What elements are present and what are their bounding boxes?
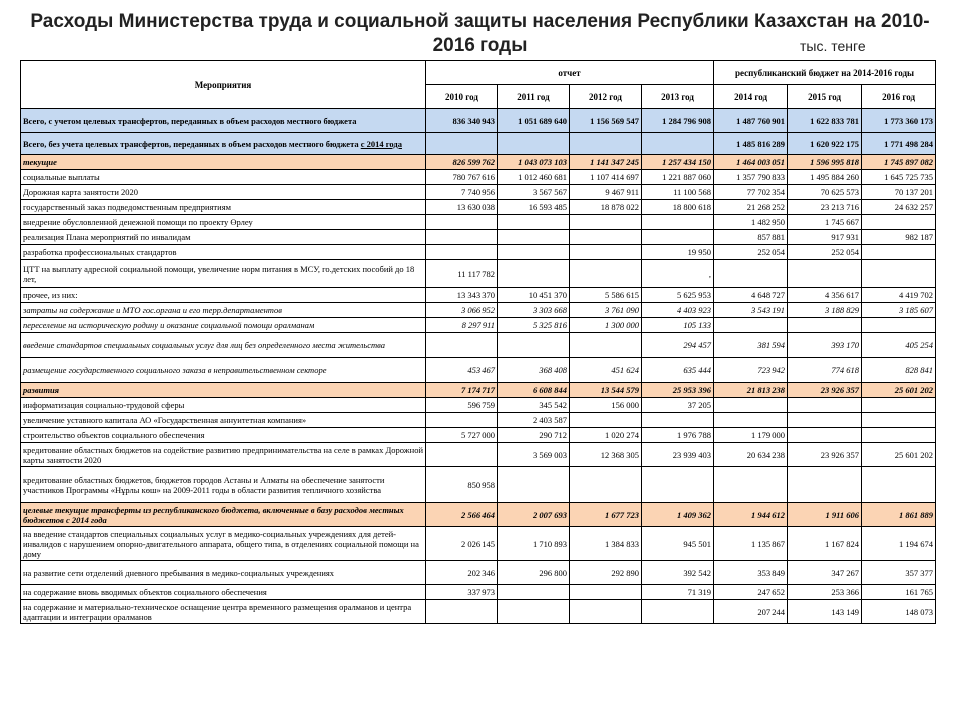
value-cell: 23 926 357: [788, 443, 862, 467]
value-cell: 1 221 887 060: [642, 170, 714, 185]
value-cell: 1 622 833 781: [788, 109, 862, 133]
value-cell: 357 377: [862, 561, 936, 585]
value-cell: 1 710 893: [498, 527, 570, 561]
value-cell: 4 419 702: [862, 288, 936, 303]
value-cell: 1 464 003 051: [714, 155, 788, 170]
value-cell: [570, 245, 642, 260]
value-cell: 836 340 943: [426, 109, 498, 133]
row-label: переселение на историческую родину и оказание социальной помощи оралманам: [21, 318, 426, 333]
year-header: 2015 год: [788, 85, 862, 109]
table-row: [21, 155, 936, 170]
table-row: [21, 428, 936, 443]
value-cell: 25 601 202: [862, 443, 936, 467]
value-cell: 826 599 762: [426, 155, 498, 170]
value-cell: [426, 230, 498, 245]
value-cell: [570, 467, 642, 503]
value-cell: [714, 260, 788, 288]
table-row: [21, 333, 936, 358]
header-budget: республиканский бюджет на 2014-2016 годы: [714, 61, 936, 85]
value-cell: 3 185 607: [862, 303, 936, 318]
value-cell: 1 179 000: [714, 428, 788, 443]
value-cell: [570, 215, 642, 230]
value-cell: 1 156 569 547: [570, 109, 642, 133]
value-cell: 1 020 274: [570, 428, 642, 443]
value-cell: 2 403 587: [498, 413, 570, 428]
value-cell: 2 026 145: [426, 527, 498, 561]
table-row: [21, 585, 936, 600]
year-header: 2016 год: [862, 85, 936, 109]
value-cell: [426, 600, 498, 624]
value-cell: [498, 333, 570, 358]
value-cell: 2 007 693: [498, 503, 570, 527]
value-cell: 13 343 370: [426, 288, 498, 303]
value-cell: 143 149: [788, 600, 862, 624]
value-cell: [498, 585, 570, 600]
header-measures: Мероприятия: [21, 61, 426, 109]
page-title: Расходы Министерства труда и социальной защиты населения Республики Казахстан на 2010-2016 годы: [30, 11, 930, 56]
value-cell: 25 953 396: [642, 383, 714, 398]
value-cell: 1 194 674: [862, 527, 936, 561]
table-row: [21, 600, 936, 624]
table-row: [21, 288, 936, 303]
table-row: [21, 318, 936, 333]
value-cell: [788, 318, 862, 333]
value-cell: 23 926 357: [788, 383, 862, 398]
table-row: [21, 215, 936, 230]
value-cell: 723 942: [714, 358, 788, 383]
value-cell: 20 634 238: [714, 443, 788, 467]
table-row: [21, 527, 936, 561]
value-cell: 5 727 000: [426, 428, 498, 443]
value-cell: [426, 215, 498, 230]
value-cell: 161 765: [862, 585, 936, 600]
row-label: целевые текущие трансферты из республиканского бюджета, включенные в базу расходов местных бюджетов с 2014 года: [21, 503, 426, 527]
value-cell: 13 630 038: [426, 200, 498, 215]
value-cell: [714, 318, 788, 333]
unit-label: тыс. тенге: [800, 38, 866, 54]
value-cell: 1 482 950: [714, 215, 788, 230]
value-cell: [788, 467, 862, 503]
value-cell: 23 939 403: [642, 443, 714, 467]
expenses-table: [20, 60, 936, 624]
value-cell: 21 813 238: [714, 383, 788, 398]
value-cell: 347 267: [788, 561, 862, 585]
value-cell: 368 408: [498, 358, 570, 383]
value-cell: 1 012 460 681: [498, 170, 570, 185]
value-cell: 252 054: [714, 245, 788, 260]
value-cell: [426, 133, 498, 155]
value-cell: 405 254: [862, 333, 936, 358]
value-cell: 253 366: [788, 585, 862, 600]
value-cell: 451 624: [570, 358, 642, 383]
value-cell: 24 632 257: [862, 200, 936, 215]
value-cell: [714, 467, 788, 503]
value-cell: 11 100 568: [642, 185, 714, 200]
value-cell: [498, 467, 570, 503]
value-cell: 296 800: [498, 561, 570, 585]
value-cell: 1 485 816 289: [714, 133, 788, 155]
value-cell: [714, 413, 788, 428]
value-cell: 16 593 485: [498, 200, 570, 215]
value-cell: 1 357 790 833: [714, 170, 788, 185]
value-cell: 1 051 689 640: [498, 109, 570, 133]
value-cell: 4 356 617: [788, 288, 862, 303]
value-cell: 3 761 090: [570, 303, 642, 318]
value-cell: 1 167 824: [788, 527, 862, 561]
row-label: информатизация социально-трудовой сферы: [21, 398, 426, 413]
row-label: внедрение обусловленной денежной помощи по проекту Өрлеу: [21, 215, 426, 230]
value-cell: [862, 398, 936, 413]
value-cell: [498, 600, 570, 624]
value-cell: 1 107 414 697: [570, 170, 642, 185]
value-cell: 3 543 191: [714, 303, 788, 318]
row-label: государственный заказ подведомственным предприятиям: [21, 200, 426, 215]
value-cell: 596 759: [426, 398, 498, 413]
value-cell: [498, 245, 570, 260]
value-cell: [570, 413, 642, 428]
value-cell: 345 542: [498, 398, 570, 413]
value-cell: 1 495 884 260: [788, 170, 862, 185]
row-label: кредитование областных бюджетов на содействие развитию предпринимательства на селе в рамках Дорожной карты занятости 2020: [21, 443, 426, 467]
table-row: [21, 245, 936, 260]
value-cell: 6 608 844: [498, 383, 570, 398]
value-cell: 1 409 362: [642, 503, 714, 527]
table-row: [21, 413, 936, 428]
value-cell: 77 702 354: [714, 185, 788, 200]
row-label: Всего, без учета целевых трансфертов, переданных в объем расходов местного бюджета с 2014 года: [21, 133, 426, 155]
table-row: [21, 260, 936, 288]
value-cell: [862, 215, 936, 230]
row-label: развития: [21, 383, 426, 398]
value-cell: 207 244: [714, 600, 788, 624]
value-cell: [862, 318, 936, 333]
value-cell: 4 648 727: [714, 288, 788, 303]
value-cell: [498, 215, 570, 230]
value-cell: [426, 413, 498, 428]
value-cell: 1 257 434 150: [642, 155, 714, 170]
value-cell: 3 303 668: [498, 303, 570, 318]
value-cell: [788, 428, 862, 443]
value-cell: 1 645 725 735: [862, 170, 936, 185]
value-cell: [498, 230, 570, 245]
value-cell: 1 384 833: [570, 527, 642, 561]
row-label: Дорожная карта занятости 2020: [21, 185, 426, 200]
value-cell: [642, 600, 714, 624]
value-cell: 1 976 788: [642, 428, 714, 443]
value-cell: [498, 133, 570, 155]
value-cell: ,: [642, 260, 714, 288]
value-cell: [862, 260, 936, 288]
value-cell: [498, 260, 570, 288]
row-label: увеличение уставного капитала АО «Государственная аннуитетная компания»: [21, 413, 426, 428]
value-cell: [642, 133, 714, 155]
table-row: [21, 230, 936, 245]
value-cell: [570, 230, 642, 245]
table-row: [21, 443, 936, 467]
value-cell: 453 467: [426, 358, 498, 383]
value-cell: 4 403 923: [642, 303, 714, 318]
value-cell: [426, 245, 498, 260]
value-cell: [862, 428, 936, 443]
year-header: 2011 год: [498, 85, 570, 109]
value-cell: 1 911 606: [788, 503, 862, 527]
row-label: прочее, из них:: [21, 288, 426, 303]
value-cell: 71 319: [642, 585, 714, 600]
value-cell: [788, 398, 862, 413]
value-cell: 156 000: [570, 398, 642, 413]
value-cell: 21 268 252: [714, 200, 788, 215]
row-label: введение стандартов специальных социальных услуг для лиц без определенного места жительства: [21, 333, 426, 358]
table-row: [21, 398, 936, 413]
table-row: [21, 185, 936, 200]
value-cell: 292 890: [570, 561, 642, 585]
value-cell: [642, 467, 714, 503]
row-label: реализация Плана мероприятий по инвалидам: [21, 230, 426, 245]
value-cell: 13 544 579: [570, 383, 642, 398]
table-row: [21, 200, 936, 215]
value-cell: 1 043 073 103: [498, 155, 570, 170]
value-cell: 5 325 816: [498, 318, 570, 333]
value-cell: [570, 260, 642, 288]
value-cell: 7 174 717: [426, 383, 498, 398]
table-row: [21, 561, 936, 585]
value-cell: 70 625 573: [788, 185, 862, 200]
value-cell: 148 073: [862, 600, 936, 624]
value-cell: 1 745 897 082: [862, 155, 936, 170]
value-cell: 774 618: [788, 358, 862, 383]
value-cell: 828 841: [862, 358, 936, 383]
value-cell: 3 188 829: [788, 303, 862, 318]
value-cell: [788, 413, 862, 428]
value-cell: 1 284 796 908: [642, 109, 714, 133]
value-cell: 8 297 911: [426, 318, 498, 333]
table-row: [21, 303, 936, 318]
value-cell: 1 300 000: [570, 318, 642, 333]
row-label: текущие: [21, 155, 426, 170]
value-cell: 857 881: [714, 230, 788, 245]
value-cell: 1 745 667: [788, 215, 862, 230]
value-cell: 850 958: [426, 467, 498, 503]
value-cell: 1 677 723: [570, 503, 642, 527]
row-label: разработка профессиональных стандартов: [21, 245, 426, 260]
row-label: ЦТТ на выплату адресной социальной помощи, увеличение норм питания в МСУ, го.детских пособий до 18 лет,: [21, 260, 426, 288]
value-cell: 5 586 615: [570, 288, 642, 303]
value-cell: 381 594: [714, 333, 788, 358]
value-cell: 18 878 022: [570, 200, 642, 215]
year-header: 2010 год: [426, 85, 498, 109]
row-label: на развитие сети отделений дневного пребывания в медико-социальных учреждениях: [21, 561, 426, 585]
value-cell: 3 567 567: [498, 185, 570, 200]
value-cell: 247 652: [714, 585, 788, 600]
value-cell: 945 501: [642, 527, 714, 561]
value-cell: 19 950: [642, 245, 714, 260]
header-report: отчет: [426, 61, 714, 85]
value-cell: 11 117 782: [426, 260, 498, 288]
row-label: размещение государственного социального заказа в неправительственном секторе: [21, 358, 426, 383]
value-cell: [570, 585, 642, 600]
value-cell: 18 800 618: [642, 200, 714, 215]
value-cell: 1 596 995 818: [788, 155, 862, 170]
table-row: [21, 383, 936, 398]
value-cell: [862, 245, 936, 260]
value-cell: [570, 133, 642, 155]
value-cell: [788, 260, 862, 288]
value-cell: 917 931: [788, 230, 862, 245]
value-cell: 2 566 464: [426, 503, 498, 527]
value-cell: 392 542: [642, 561, 714, 585]
table-row: [21, 503, 936, 527]
value-cell: 1 861 889: [862, 503, 936, 527]
table-row: [21, 358, 936, 383]
year-header: 2014 год: [714, 85, 788, 109]
value-cell: 1 487 760 901: [714, 109, 788, 133]
row-label: строительство объектов социального обеспечения: [21, 428, 426, 443]
value-cell: 70 137 201: [862, 185, 936, 200]
table-row: [21, 467, 936, 503]
value-cell: 1 141 347 245: [570, 155, 642, 170]
value-cell: 353 849: [714, 561, 788, 585]
value-cell: 7 740 956: [426, 185, 498, 200]
value-cell: 105 133: [642, 318, 714, 333]
value-cell: 12 368 305: [570, 443, 642, 467]
value-cell: [862, 413, 936, 428]
value-cell: 3 066 952: [426, 303, 498, 318]
value-cell: 982 187: [862, 230, 936, 245]
value-cell: 10 451 370: [498, 288, 570, 303]
row-label: на введение стандартов специальных социальных услуг в медико-социальных учреждениях для детей-инвалидов с нарушением опорно-двигательного аппарата, общего типа, в отделениях социальной помощи на дому: [21, 527, 426, 561]
value-cell: 3 569 003: [498, 443, 570, 467]
value-cell: 1 944 612: [714, 503, 788, 527]
table-row: [21, 133, 936, 155]
value-cell: 25 601 202: [862, 383, 936, 398]
value-cell: [862, 467, 936, 503]
row-label: затраты на содержание и МТО гос.органа и его терр.департаментов: [21, 303, 426, 318]
value-cell: 37 205: [642, 398, 714, 413]
value-cell: [642, 215, 714, 230]
value-cell: [642, 413, 714, 428]
value-cell: 290 712: [498, 428, 570, 443]
value-cell: 252 054: [788, 245, 862, 260]
value-cell: 1 620 922 175: [788, 133, 862, 155]
value-cell: 780 767 616: [426, 170, 498, 185]
value-cell: 1 771 498 284: [862, 133, 936, 155]
row-label: на содержание вновь вводимых объектов социального обеспечения: [21, 585, 426, 600]
value-cell: [570, 600, 642, 624]
value-cell: 23 213 716: [788, 200, 862, 215]
value-cell: [714, 398, 788, 413]
value-cell: 337 973: [426, 585, 498, 600]
value-cell: [570, 333, 642, 358]
year-header: 2012 год: [570, 85, 642, 109]
value-cell: 9 467 911: [570, 185, 642, 200]
table-row: [21, 109, 936, 133]
value-cell: 294 457: [642, 333, 714, 358]
row-label: Всего, с учетом целевых трансфертов, переданных в объем расходов местного бюджета: [21, 109, 426, 133]
table-row: [21, 170, 936, 185]
row-label: социальные выплаты: [21, 170, 426, 185]
row-label: кредитование областных бюджетов, бюджетов городов Астаны и Алматы на обеспечение занятости участников Программы «Нұрлы көш» на 2009-2011 годы в области развития тепличного хозяйства: [21, 467, 426, 503]
value-cell: 202 346: [426, 561, 498, 585]
value-cell: 1 773 360 173: [862, 109, 936, 133]
value-cell: 635 444: [642, 358, 714, 383]
year-header: 2013 год: [642, 85, 714, 109]
value-cell: 1 135 867: [714, 527, 788, 561]
value-cell: [426, 443, 498, 467]
value-cell: [642, 230, 714, 245]
row-label: на содержание и материально-техническое оснащение центра временного размещения оралманов и центра адаптации и интеграции оралманов: [21, 600, 426, 624]
value-cell: 5 625 953: [642, 288, 714, 303]
value-cell: [426, 333, 498, 358]
value-cell: 393 170: [788, 333, 862, 358]
